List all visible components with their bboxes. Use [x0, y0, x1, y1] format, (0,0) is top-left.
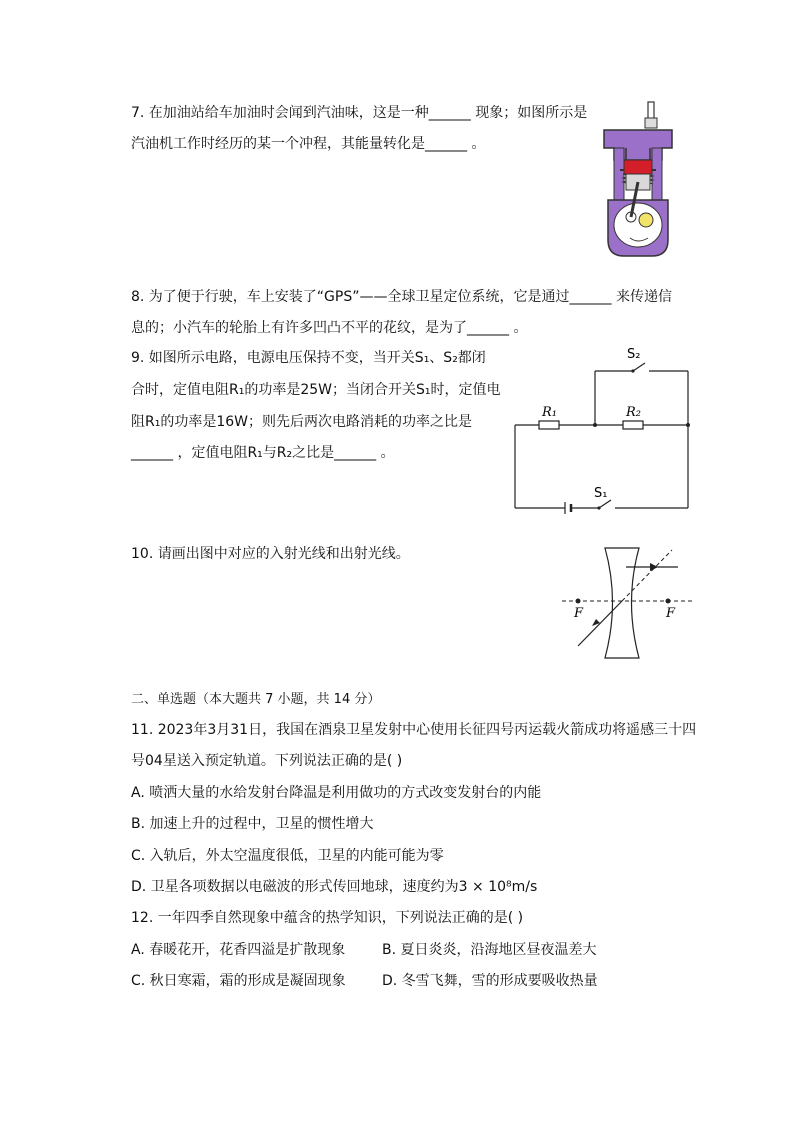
lens-diagram — [560, 542, 695, 664]
engine-diagram — [596, 100, 680, 260]
q10-line1: 10. 请画出图中对应的入射光线和出射光线。 — [131, 546, 410, 562]
q7-line2: 汽油机工作时经历的某一个冲程，其能量转化是______ 。 — [131, 136, 486, 152]
q11-line1: 11. 2023年3月31日，我国在酒泉卫星发射中心使用长征四号丙运载火箭成功将遥感三十四 — [131, 722, 697, 738]
q11-option-d: D. 卫星各项数据以电磁波的形式传回地球，速度约为3 × 10⁸m/s — [131, 879, 538, 895]
q9-line3: 阻R₁的功率是16W；则先后两次电路消耗的功率之比是 — [131, 414, 472, 430]
q12-line1: 12. 一年四季自然现象中蕴含的热学知识，下列说法正确的是( ) — [131, 910, 524, 926]
q11-option-a: A. 喷洒大量的水给发射台降温是利用做功的方式改变发射台的内能 — [131, 785, 542, 801]
s2-label: S₂ — [627, 347, 641, 362]
q8-line1: 8. 为了便于行驶，车上安装了“GPS”——全球卫星定位系统，它是通过______ 来传递信 — [131, 289, 672, 305]
f-right-label: F — [666, 606, 676, 621]
f-left-label: F — [574, 606, 584, 621]
q11-line2: 号04星送入预定轨道。下列说法正确的是( ) — [131, 753, 403, 769]
q9-line1: 9. 如图所示电路，电源电压保持不变，当开关S₁、S₂都闭 — [131, 350, 486, 366]
q9-line4: ______ ，定值电阻R₁与R₂之比是______ 。 — [131, 445, 395, 461]
q12-option-d: D. 冬雪飞舞，雪的形成要吸收热量 — [382, 973, 598, 989]
section2-header: 二、单选题（本大题共 7 小题，共 14 分） — [131, 692, 381, 707]
q11-option-c: C. 入轨后，外太空温度很低，卫星的内能可能为零 — [131, 848, 444, 864]
q12-option-a: A. 春暖花开，花香四溢是扩散现象 — [131, 942, 346, 958]
q8-line2: 息的；小汽车的轮胎上有许多凹凸不平的花纹，是为了______ 。 — [131, 320, 528, 336]
r1-label: R₁ — [542, 405, 557, 420]
r2-label: R₂ — [626, 405, 641, 420]
circuit-diagram — [505, 345, 700, 520]
s1-label: S₁ — [594, 486, 608, 501]
q9-line2: 合时，定值电阻R₁的功率是25W；当闭合开关S₁时，定值电 — [131, 382, 501, 398]
q11-option-b: B. 加速上升的过程中，卫星的惯性增大 — [131, 816, 374, 832]
q12-option-c: C. 秋日寒霜，霜的形成是凝固现象 — [131, 973, 346, 989]
q12-option-b: B. 夏日炎炎，沿海地区昼夜温差大 — [382, 942, 597, 958]
q7-line1: 7. 在加油站给车加油时会闻到汽油味，这是一种______ 现象；如图所示是 — [131, 105, 588, 121]
